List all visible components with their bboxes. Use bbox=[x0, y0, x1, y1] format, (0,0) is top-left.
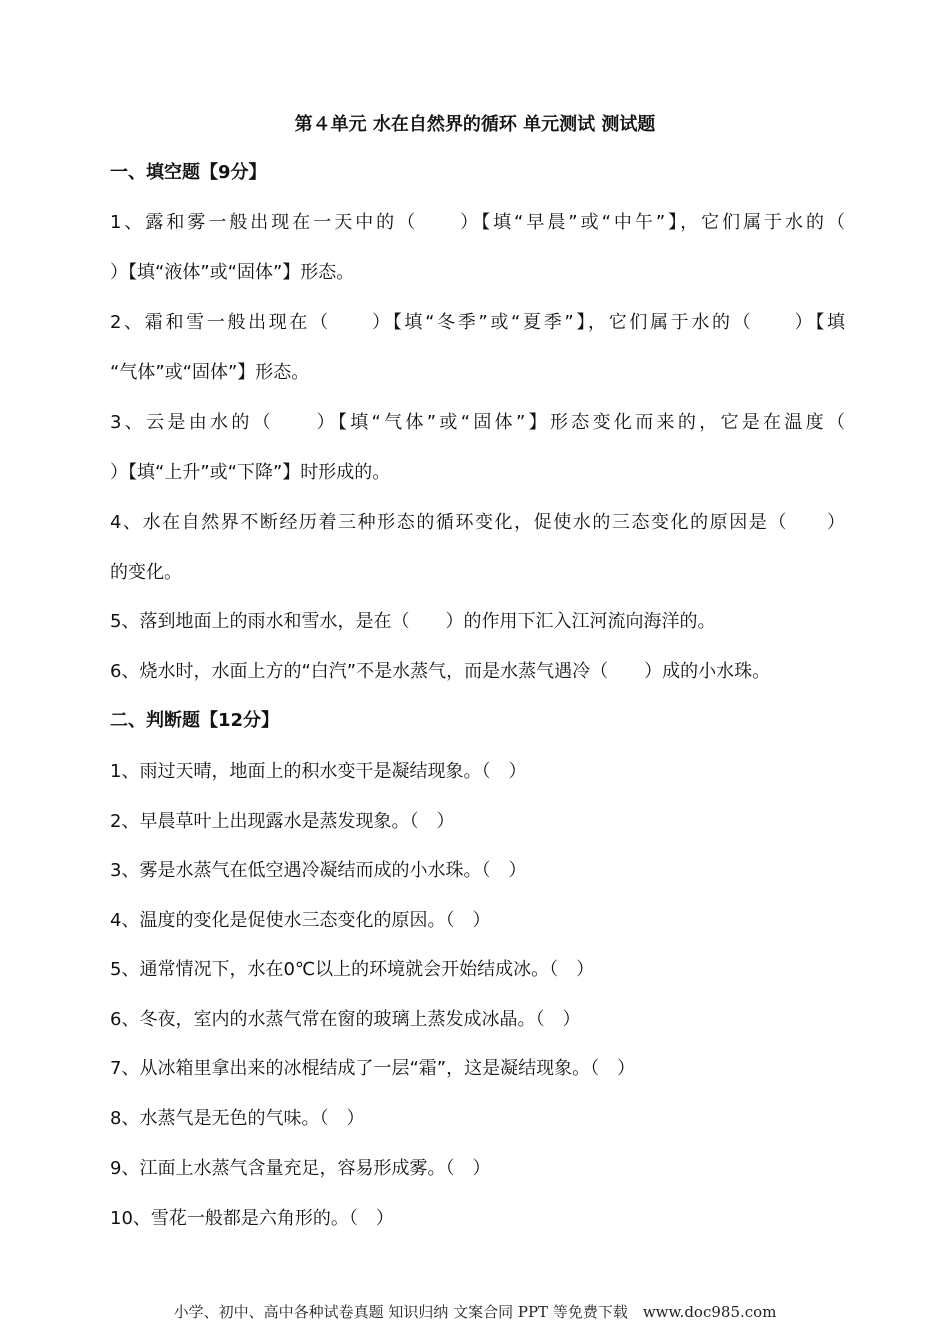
fill-blank-line: 的变化。 bbox=[110, 562, 182, 583]
true-false-item: 9、江面上水蒸气含量充足，容易形成雾。（ ） bbox=[110, 1158, 491, 1179]
fill-blank-line: “气体”或“固体”】形态。 bbox=[110, 362, 310, 383]
fill-blank-line: ）【填“上升”或“下降”】时形成的。 bbox=[110, 462, 391, 483]
true-false-item: 6、冬夜，室内的水蒸气常在窗的玻璃上蒸发成冰晶。（ ） bbox=[110, 1009, 581, 1030]
fill-blank-line: 2、霜和雪一般出现在（ ）【填“冬季”或“夏季”】，它们属于水的（ ）【填 bbox=[110, 312, 845, 333]
fill-blank-line: 6、烧水时，水面上方的“白汽”不是水蒸气，而是水蒸气遇冷（ ）成的小水珠。 bbox=[110, 661, 771, 682]
true-false-item: 7、从冰箱里拿出来的冰棍结成了一层“霜”，这是凝结现象。（ ） bbox=[110, 1058, 636, 1079]
document-title: 第４单元 水在自然界的循环 单元测试 测试题 bbox=[294, 114, 656, 135]
fill-blank-line: 3、云是由水的（ ）【填“气体”或“固体”】形态变化而来的，它是在温度（ bbox=[110, 412, 845, 433]
true-false-item: 10、雪花一般都是六角形的。（ ） bbox=[110, 1208, 394, 1229]
true-false-item: 1、雨过天晴，地面上的积水变干是凝结现象。（ ） bbox=[110, 761, 527, 782]
fill-blank-line: ）【填“液体”或“固体”】形态。 bbox=[110, 262, 355, 283]
section-heading-fill-blank: 一、填空题【9分】 bbox=[110, 162, 267, 183]
true-false-item: 3、雾是水蒸气在低空遇冷凝结而成的小水珠。（ ） bbox=[110, 860, 527, 881]
true-false-item: 8、水蒸气是无色的气味。（ ） bbox=[110, 1108, 365, 1129]
true-false-item: 5、通常情况下，水在0℃以上的环境就会开始结成冰。（ ） bbox=[110, 959, 595, 980]
page-footer: 小学、初中、高中各种试卷真题 知识归纳 文案合同 PPT 等免费下载 www.doc985.com bbox=[173, 1303, 777, 1321]
fill-blank-line: 5、落到地面上的雨水和雪水，是在（ ）的作用下汇入江河流向海洋的。 bbox=[110, 611, 716, 632]
fill-blank-line: 1、露和雾一般出现在一天中的（ ）【填“早晨”或“中午”】，它们属于水的（ bbox=[110, 212, 845, 233]
true-false-item: 2、早晨草叶上出现露水是蒸发现象。（ ） bbox=[110, 811, 455, 832]
section-heading-true-false: 二、判断题【12分】 bbox=[110, 710, 280, 731]
fill-blank-line: 4、水在自然界不断经历着三种形态的循环变化，促使水的三态变化的原因是（ ） bbox=[110, 512, 845, 533]
true-false-item: 4、温度的变化是促使水三态变化的原因。（ ） bbox=[110, 910, 491, 931]
